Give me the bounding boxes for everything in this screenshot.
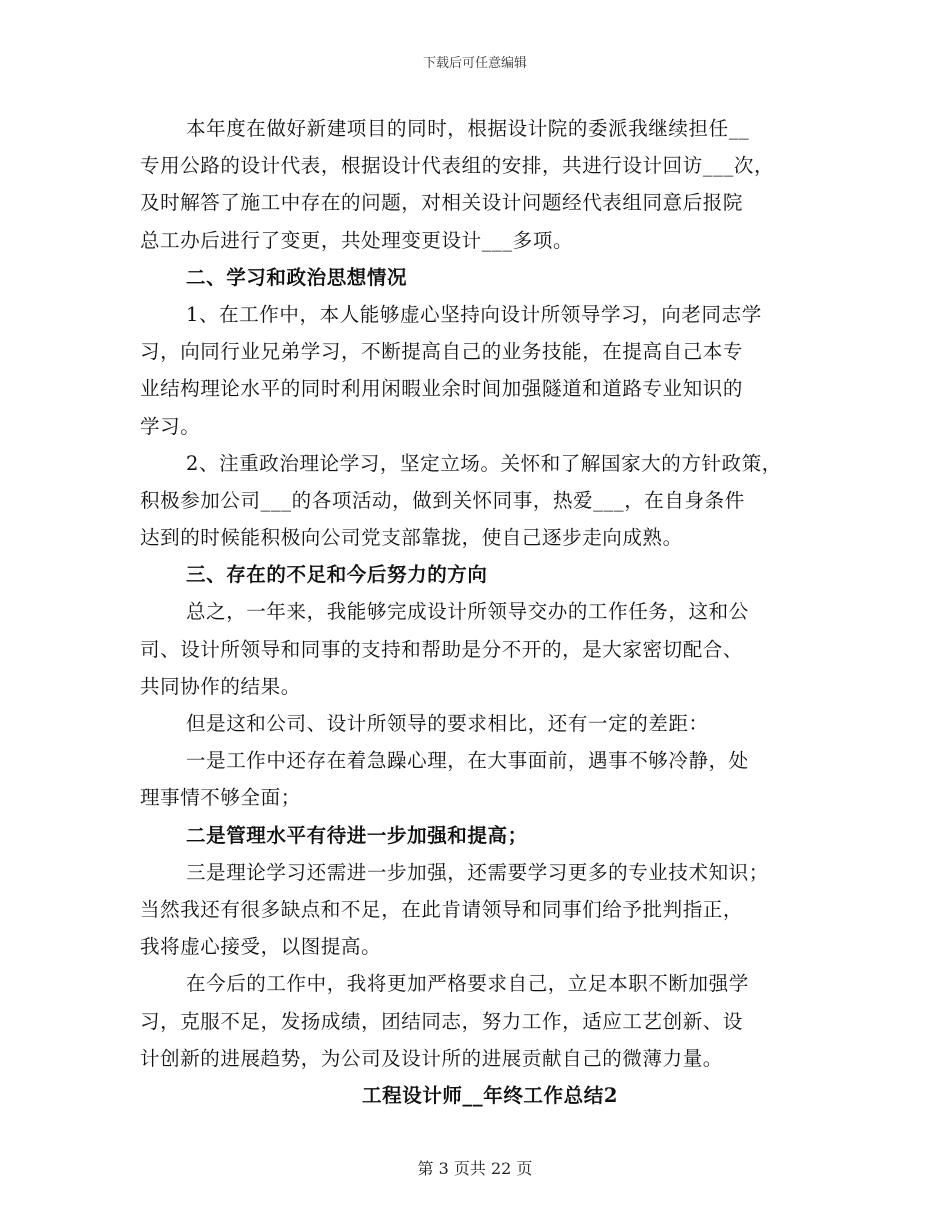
text-line: 司、设计所领导和同事的支持和帮助是分不开的，是大家密切配合、 [140,637,744,661]
text-line: 达到的时候能积极向公司党支部靠拢，使自己逐步走向成熟。 [140,526,683,550]
text-line: 我将虚心接受，以图提高。 [140,935,382,959]
text-line: 一是工作中还存在着急躁心理，在大事面前，遇事不够冷静，处 [186,749,749,773]
text-line: 但是这和公司、设计所领导的要求相比，还有一定的差距： [186,712,709,735]
section-heading: 二是管理水平有待进一步加强和提高； [186,823,528,847]
text-line: 三是理论学习还需进一步加强，还需要学习更多的专业技术知识； [186,860,769,884]
text-line: 学习。 [140,414,201,438]
text-line: 业结构理论水平的同时利用闲暇业余时间加强隧道和道路专业知识的 [140,377,744,401]
text-line: 共同协作的结果。 [140,674,301,698]
section-title: 工程设计师__年终工作总结2 [362,1083,618,1107]
text-line: 专用公路的设计代表，根据设计代表组的安排，共进行设计回访___次， [140,154,775,178]
text-line: 习，向同行业兄弟学习，不断提高自己的业务技能，在提高自己本专 [140,340,744,364]
text-line: 理事情不够全面； [140,786,301,810]
text-line: 计创新的进展趋势，为公司及设计所的进展贡献自己的微薄力量。 [140,1046,723,1070]
document-body [140,110,820,1114]
text-line: 当然我还有很多缺点和不足，在此肯请领导和同事们给予批判指正， [140,897,744,921]
text-line: 2、注重政治理论学习，坚定立场。关怀和了解国家大的方针政策， [186,451,782,475]
text-line: 积极参加公司___的各项活动，做到关怀同事，热爱___，在自身条件 [140,488,745,512]
section-heading: 二、学习和政治思想情况 [186,265,408,289]
text-line: 本年度在做好新建项目的同时，根据设计院的委派我继续担任__ [186,117,750,140]
text-line: 1、在工作中，本人能够虚心坚持向设计所领导学习，向老同志学 [186,302,762,326]
page-header: 下载后可任意编辑 [422,56,527,71]
text-line: 及时解答了施工中存在的问题，对相关设计问题经代表组同意后报院 [140,191,744,215]
section-heading: 三、存在的不足和今后努力的方向 [186,563,488,587]
page-footer: 第 3 页共 22 页 [417,1159,533,1178]
text-line: 习，克服不足，发扬成绩，团结同志，努力工作，适应工艺创新、设 [140,1009,744,1033]
text-line: 总工办后进行了变更，共处理变更设计___多项。 [140,228,574,252]
text-line: 总之，一年来，我能够完成设计所领导交办的工作任务，这和公 [186,600,749,624]
text-line: 在今后的工作中，我将更加严格要求自己，立足本职不断加强学 [186,972,749,996]
